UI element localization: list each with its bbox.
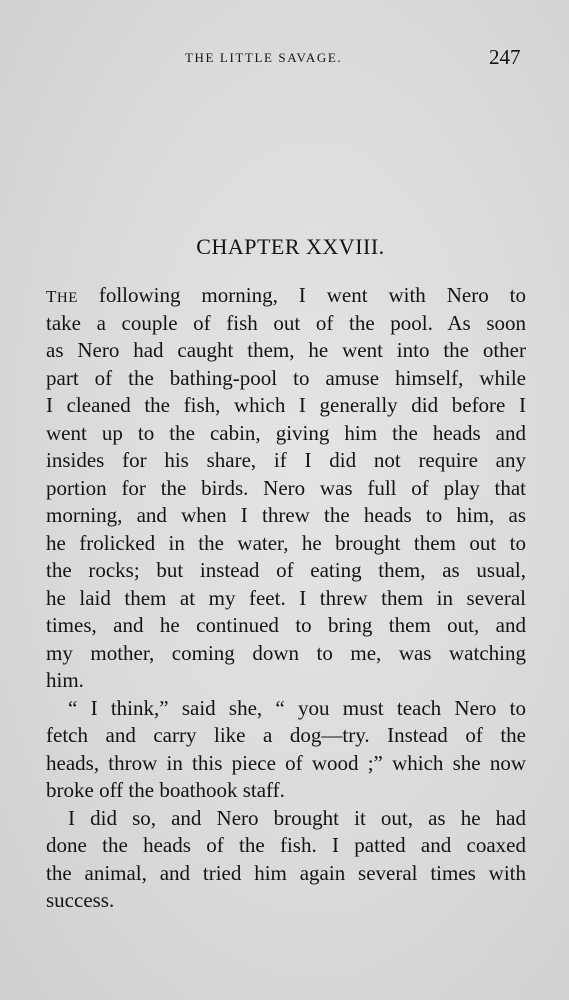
paragraph-2	[46, 695, 526, 805]
paragraph-3	[46, 805, 526, 915]
text-line: portion for the birds. Nero was full of play that	[46, 475, 526, 500]
text-line: insides for his share, if I did not require any	[46, 448, 526, 472]
text-line: my mother, coming down to me, was watching	[46, 640, 526, 665]
paragraph-1	[46, 282, 526, 695]
text-line: he laid them at my feet. I threw them in several	[46, 585, 526, 610]
text-line: done the heads of the fish. I patted and coaxed	[46, 833, 526, 857]
text-line: “ I think,” said she, “ you must teach Nero to	[68, 695, 526, 720]
text-line: heads, throw in this piece of wood ;” which she now	[46, 750, 526, 775]
text-line: I did so, and Nero brought it out, as he had	[68, 805, 526, 830]
chapter-heading: CHAPTER XXVIII.	[196, 234, 385, 259]
text-line: the rocks; but instead of eating them, as usual,	[46, 558, 526, 582]
text-line: morning, and when I threw the heads to him, as	[46, 503, 526, 527]
text-line: take a couple of fish out of the pool. As soon	[46, 310, 526, 335]
text-line: I cleaned the fish, which I generally did before I	[46, 393, 526, 417]
page-number: 247	[489, 45, 521, 69]
text-line: success.	[46, 888, 115, 912]
text-line: broke off the boathook staff.	[46, 778, 285, 802]
text-line: times, and he continued to bring them out, and	[46, 613, 526, 637]
running-head	[0, 45, 569, 73]
text-line: part of the bathing-pool to amuse himself, while	[46, 365, 526, 390]
text-line: went up to the cabin, giving him the heads and	[46, 420, 526, 445]
text-line: THE following morning, I went with Nero to	[46, 283, 526, 307]
running-title: THE LITTLE SAVAGE.	[185, 50, 343, 65]
body-text	[46, 282, 526, 915]
text-line: fetch and carry like a dog—try. Instead of the	[46, 723, 526, 747]
text-line: as Nero had caught them, he went into the other	[46, 338, 526, 362]
text-line: the animal, and tried him again several times with	[46, 860, 526, 885]
text-line: him.	[46, 668, 84, 692]
text-line: he frolicked in the water, he brought them out to	[46, 530, 526, 555]
